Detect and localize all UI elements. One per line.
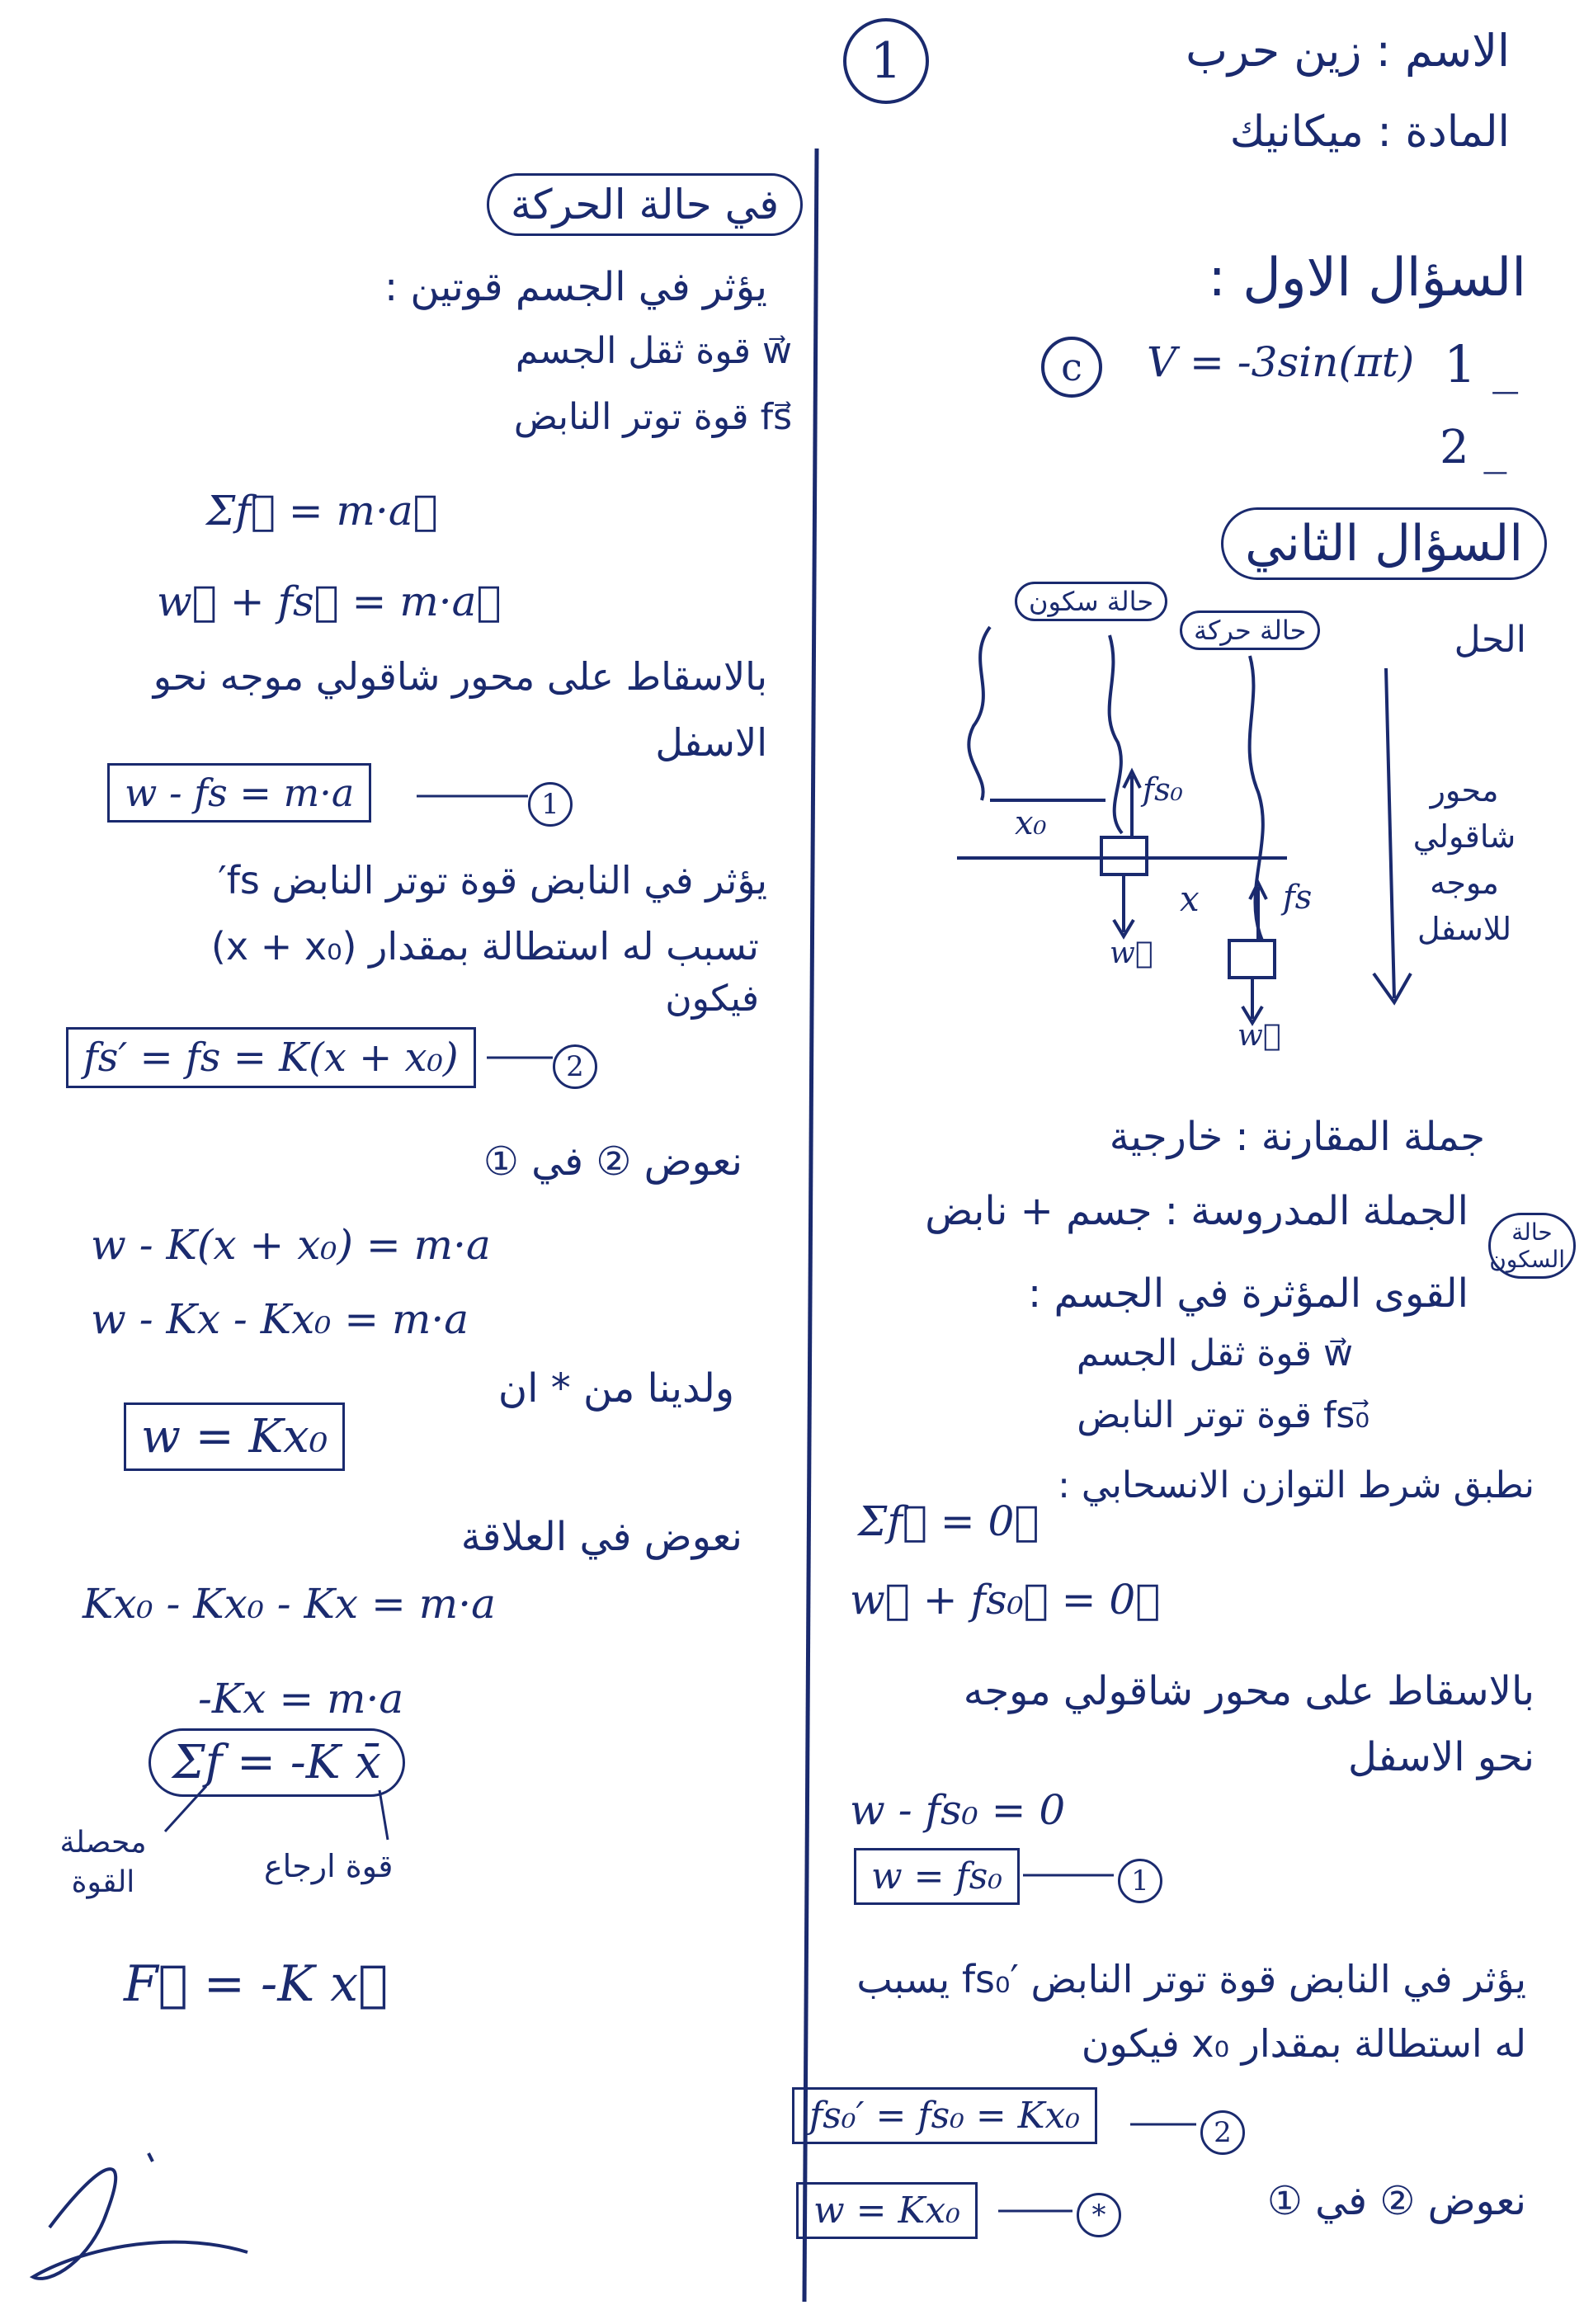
force-fs0-right: fs₀⃗ قوة توتر النابض [1077,1394,1370,1436]
column-divider [804,148,817,2302]
q1-item1-expr: V = -3sin(πt) [1147,338,1415,386]
eq-left-6: -Kx = m·a [198,1675,404,1723]
studied-system: الجملة المدروسة : جسم + نابض [925,1188,1468,1234]
label-resultant: محصلة القوة [59,1826,147,1899]
eq-box-right-3: w = Kx₀ [796,2182,978,2239]
spring-text-left-2: تسبب له استطالة بمقدار (x + x₀) [210,924,759,969]
tag-right-2: 2 [1200,2104,1245,2155]
substitute-right: نعوض ② في ① [1266,2178,1526,2224]
axis-label: محور شاقولي موجه للاسفل [1412,772,1516,947]
diagram-w-motion: w⃗ [1238,1019,1281,1053]
equilibrium-condition: نطبق شرط التوازن الانسحابي : [1058,1464,1534,1506]
eq-box-left-3: w = Kx₀ [124,1402,345,1471]
q1-title: السؤال الاول : [1208,247,1526,309]
diagram-w-rest: w⃗ [1110,936,1153,970]
q1-item1-choice: c [1041,337,1102,398]
diagram-x0: x₀ [1015,804,1047,842]
spring-text-right: يؤثر في النابض قوة توتر النابض fs₀′ يسبب له استطالة بمقدار x₀ فيكون [856,1957,1526,2066]
ref-frame: جملة المقارنة : خارجية [1109,1114,1485,1160]
eq-box-right-2: fs₀′ = fs₀ = Kx₀ [792,2087,1097,2144]
q1-item2-num: 2 _ [1440,421,1507,474]
spring-rest [1110,635,1122,833]
spring-text-left-3: فيكون [665,978,759,1020]
substitute-left-2: نعوض في العلاقة [460,1514,742,1560]
force-fs-left: fs⃗ قوة توتر النابض [513,396,792,438]
tag-right-star: * [1077,2186,1121,2237]
eq-final: F⃗ = -K x⃗ [124,1955,389,2013]
eq-sum-zero: Σf⃗ = 0⃗ [858,1497,1040,1545]
diagram-fs: fs [1283,879,1313,917]
eq-left-3: w - K(x + x₀) = m·a [91,1221,491,1269]
tag-right-1: 1 [1118,1852,1162,1903]
signature [33,2153,248,2279]
two-forces: يؤثر في الجسم قوتين : [384,264,767,310]
motion-title: في حالة الحركة [487,173,803,236]
mass-motion [1229,940,1275,978]
diagram-x: x [1180,879,1200,919]
eq-vec-zero: w⃗ + fs₀⃗ = 0⃗ [850,1576,1161,1624]
eq-scalar-zero: w - fs₀ = 0 [850,1786,1066,1834]
label-restoring: قوة ارجاع [264,1848,394,1884]
tag-left-2: 2 [553,1038,597,1089]
eq-left-4: w - Kx - Kx₀ = m·a [91,1295,469,1343]
eq-box-right-1: w = fs₀ [854,1848,1020,1905]
we-have: ولدينا من * ان [497,1365,734,1412]
label-rest: حالة سكون [1015,582,1167,621]
name-line: الاسم : زين حرب [1186,25,1510,77]
eq-left-5: Kx₀ - Kx₀ - Kx = m·a [82,1580,496,1628]
eq-box-left-1: w - fs = m·a [107,763,371,823]
newton-vec: w⃗ + fs⃗ = m·a⃗ [157,577,502,625]
eq-cloud: Σf = -K x̄ [148,1728,405,1797]
page-number: 1 [843,18,929,104]
q2-solution: الحل [1454,619,1526,661]
q2-title: السؤال الثاني [1221,507,1547,580]
spring-text-left-1: يؤثر في النابض قوة توتر النابض fs′ [218,858,767,903]
newton-law: Σf⃗ = m·a⃗ [206,487,438,535]
brace-line [969,627,990,800]
mass-rest [1101,837,1147,874]
force-w-right: w⃗ قوة ثقل الجسم [1076,1332,1353,1374]
substitute-left: نعوض ② في ① [483,1138,742,1185]
rest-note: حالة السكون [1488,1213,1576,1279]
projection-left: بالاسقاط على محور شاقولي موجه نحو الاسفل [153,654,767,765]
label-motion: حالة حركة [1180,610,1320,650]
diagram-fs0: fs₀ [1143,771,1183,808]
force-w-left: w⃗ قوة ثقل الجسم [515,330,792,372]
q1-item1-num: 1 _ [1444,334,1519,394]
subject-line: المادة : ميكانيك [1229,107,1510,157]
forces-title: القوى المؤثرة في الجسم : [1028,1270,1468,1317]
axis-arrow [1386,668,1394,998]
eq-box-left-2: fs′ = fs = K(x + x₀) [66,1027,476,1088]
projection-right: بالاسقاط على محور شاقولي موجه نحو الاسفل [963,1668,1534,1780]
tag-left-1: 1 [528,775,573,827]
